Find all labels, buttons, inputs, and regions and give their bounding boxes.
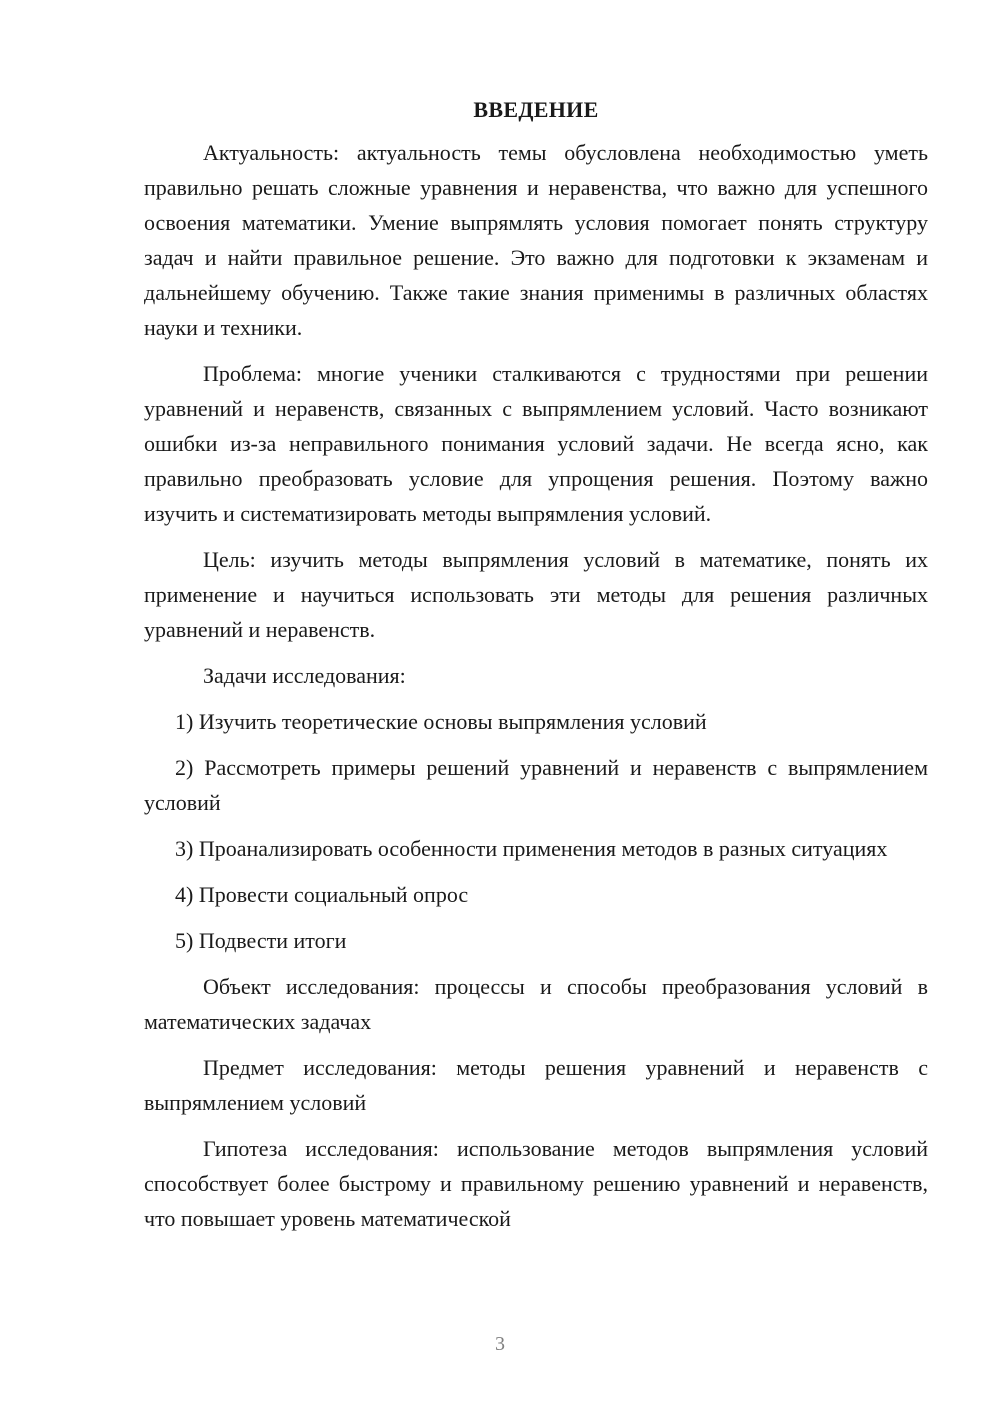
task-item-5: 5) Подвести итоги [175,928,347,953]
paragraph-problem: Проблема: многие ученики сталкиваются с трудностями при решении уравнений и неравенств, связанных с выпрямлением условий. Часто возникают ошибки из-за неправильного понимания условий задачи. Не всегда ясно, как правильно преобразовать условие для упрощения решения. Поэтому важно изучить и систематизировать методы выпрямления условий. [144,361,928,526]
paragraph-relevance: Актуальность: актуальность темы обусловлена необходимостью уметь правильно решать сложные уравнения и неравенства, что важно для успешного освоения математики. Умение выпрямлять условия помогает понять структуру задач и найти правильное решение. Это важно для подготовки к экзаменам и дальнейшему обучению. Также такие знания применимы в различных областях науки и техники. [144,140,928,340]
paragraph-subject: Предмет исследования: методы решения уравнений и неравенств с выпрямлением условий [144,1055,928,1115]
page-number: 3 [495,1333,505,1355]
task-item-2: 2) Рассмотреть примеры решений уравнений и неравенств с выпрямлением условий [144,755,928,815]
section-heading: ВВЕДЕНИЕ [473,97,599,122]
paragraph-goal: Цель: изучить методы выпрямления условий в математике, понять их применение и научиться использовать эти методы для решения различных уравнений и неравенств. [144,547,928,642]
tasks-title: Задачи исследования: [203,663,406,688]
paragraph-hypothesis: Гипотеза исследования: использование методов выпрямления условий способствует более быстрому и правильному решению уравнений и неравенств, что повышает уровень математической [144,1136,928,1231]
task-item-1: 1) Изучить теоретические основы выпрямления условий [175,709,707,734]
task-item-4: 4) Провести социальный опрос [175,882,469,907]
document-page [144,92,928,1247]
paragraph-object: Объект исследования: процессы и способы преобразования условий в математических задачах [144,974,928,1034]
task-item-3: 3) Проанализировать особенности применения методов в разных ситуациях [175,836,888,861]
